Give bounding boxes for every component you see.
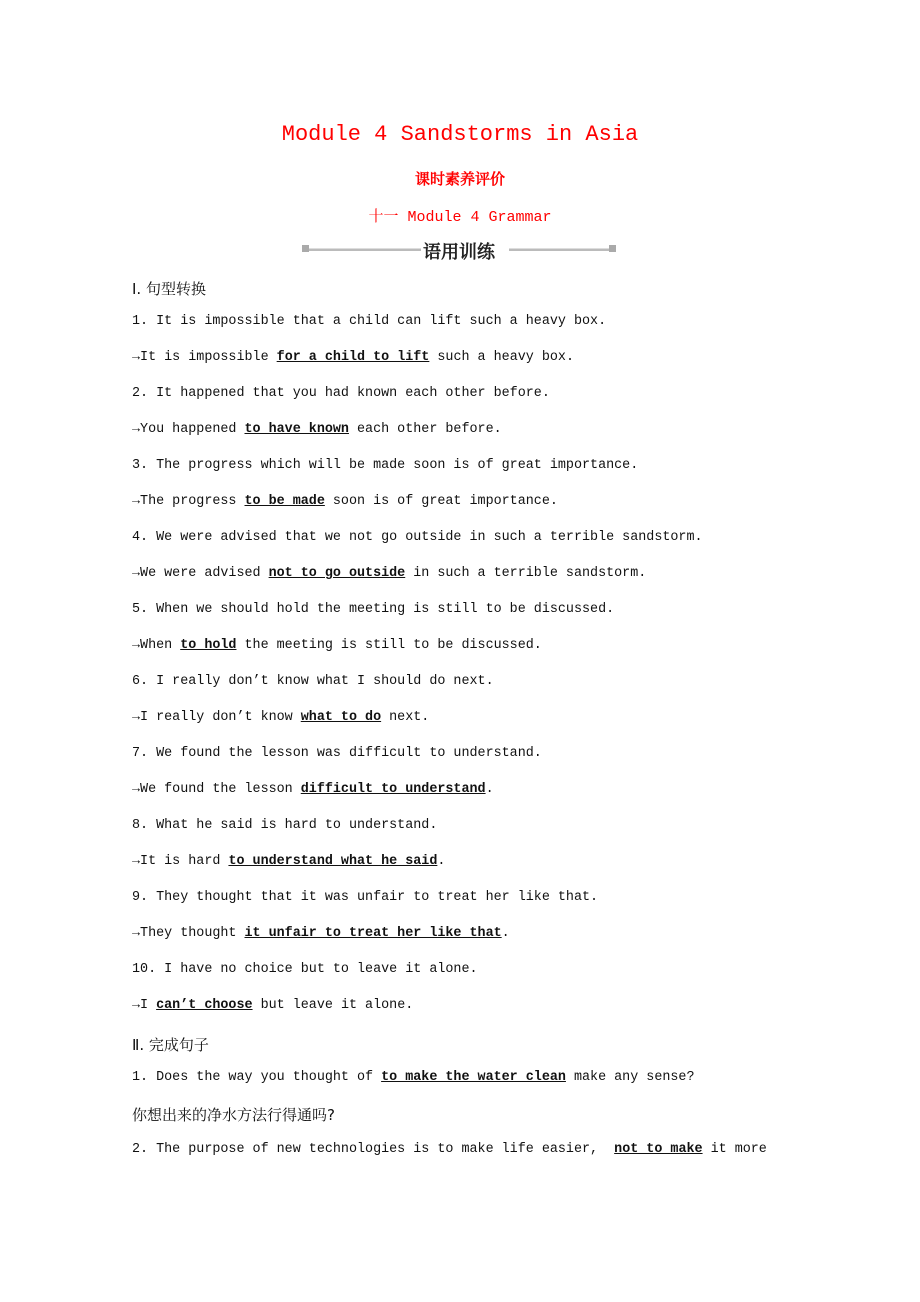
question-line: 7. We found the lesson was difficult to understand.	[132, 746, 542, 761]
question-line: 1. It is impossible that a child can lift such a heavy box.	[132, 314, 607, 329]
answer-line	[132, 710, 429, 725]
answer-prefix: →I really don’t know	[132, 710, 301, 725]
answer-prefix: →It is hard	[132, 854, 229, 869]
section-heading: Ⅰ. 句型转换	[132, 280, 206, 298]
answer-suffix: .	[437, 854, 446, 869]
banner-title: 语用训练	[423, 242, 495, 263]
answer-suffix: the meeting is still to be discussed.	[236, 638, 542, 653]
document-subtitle: 课时素养评价	[414, 170, 505, 188]
answer-prefix: →It is impossible	[132, 350, 277, 365]
answer-line	[132, 638, 542, 653]
answer-blank: to hold	[180, 638, 237, 653]
answer-line	[132, 926, 510, 941]
answer-blank: for a child to lift	[276, 350, 430, 365]
answer-prefix: →They thought	[132, 926, 245, 941]
answer-blank: not to make	[614, 1142, 703, 1157]
question-line: 4. We were advised that we not go outside in such a terrible sandstorm.	[132, 530, 703, 545]
answer-line	[132, 422, 502, 437]
answer-prefix: →When	[132, 638, 181, 653]
question-line: 9. They thought that it was unfair to treat her like that.	[132, 890, 599, 905]
question-line: 3. The progress which will be made soon is of great importance.	[132, 458, 639, 473]
answer-suffix: in such a terrible sandstorm.	[405, 566, 647, 581]
answer-suffix: next.	[381, 710, 430, 725]
answer-suffix: .	[501, 926, 510, 941]
answer-line	[132, 566, 646, 581]
sentence-suffix: it more	[702, 1142, 767, 1157]
answer-line	[132, 782, 494, 797]
answer-line	[132, 350, 574, 365]
answer-line	[132, 494, 558, 509]
sentence-prefix: 2. The purpose of new technologies is to make life easier,	[132, 1142, 615, 1157]
answer-blank: to understand what he said	[228, 854, 438, 869]
answer-prefix: →The progress	[132, 494, 245, 509]
answer-blank: can’t choose	[156, 998, 253, 1013]
sentence-prefix: 1. Does the way you thought of	[132, 1070, 382, 1085]
answer-blank: to be made	[244, 494, 325, 509]
answer-blank: to have known	[244, 422, 349, 437]
sentence-suffix: make any sense?	[565, 1070, 695, 1085]
answer-blank: to make the water clean	[381, 1070, 566, 1085]
question-line: 2. It happened that you had known each other before.	[132, 386, 550, 401]
answer-suffix: soon is of great importance.	[324, 494, 558, 509]
sentence-line	[132, 1142, 767, 1157]
lesson-title: 十一 Module 4 Grammar	[368, 209, 552, 226]
answer-prefix: →We found the lesson	[132, 782, 301, 797]
chinese-translation: 你想出来的净水方法行得通吗?	[132, 1106, 335, 1124]
answer-blank: difficult to understand	[300, 782, 486, 797]
document-title: Module 4 Sandstorms in Asia	[281, 122, 639, 147]
question-line: 8. What he said is hard to understand.	[132, 818, 438, 833]
answer-suffix: but leave it alone.	[252, 998, 414, 1013]
answer-blank: it unfair to treat her like that	[244, 926, 502, 941]
answer-blank: not to go outside	[268, 566, 406, 581]
answer-line	[132, 854, 445, 869]
answer-line	[132, 998, 413, 1013]
sentence-line	[132, 1070, 695, 1085]
question-line: 5. When we should hold the meeting is still to be discussed.	[132, 602, 615, 617]
answer-blank: what to do	[300, 710, 382, 725]
answer-prefix: →I	[132, 998, 157, 1013]
question-line: 10. I have no choice but to leave it alone.	[132, 962, 478, 977]
answer-suffix: each other before.	[348, 422, 502, 437]
answer-prefix: →You happened	[132, 422, 245, 437]
section-banner	[302, 238, 616, 262]
section-heading: Ⅱ. 完成句子	[132, 1036, 209, 1054]
answer-prefix: →We were advised	[132, 566, 269, 581]
question-line: 6. I really don’t know what I should do next.	[132, 674, 494, 689]
answer-suffix: .	[485, 782, 494, 797]
answer-suffix: such a heavy box.	[429, 350, 574, 365]
